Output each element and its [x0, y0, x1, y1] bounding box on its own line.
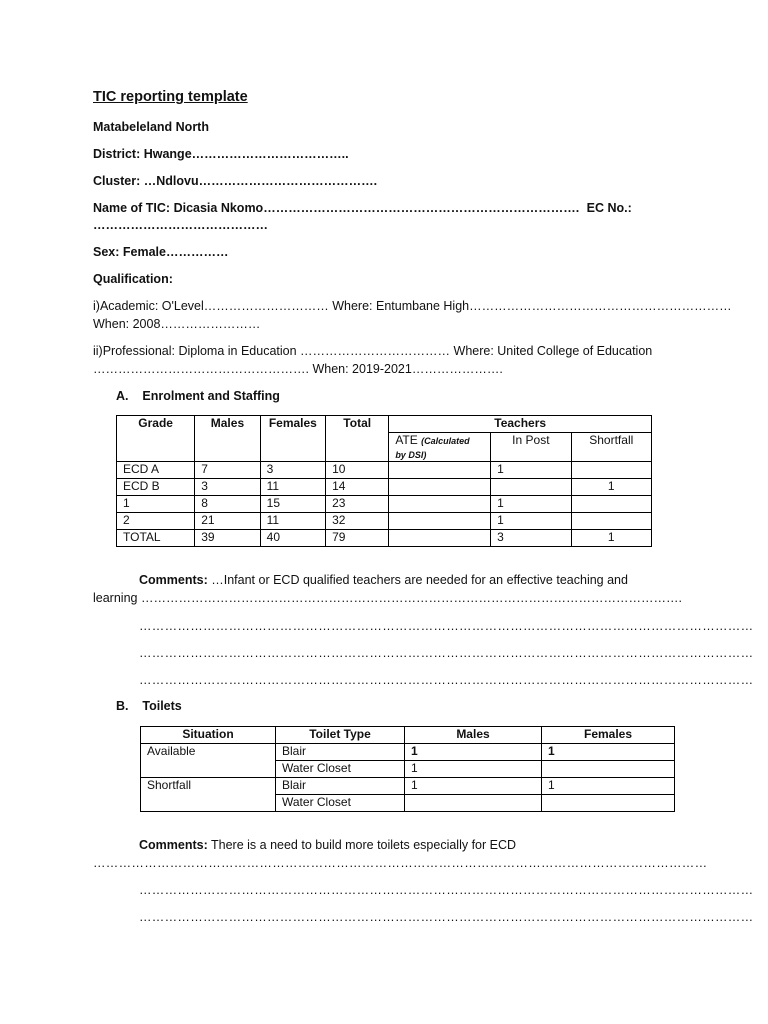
cell-shortfall: [571, 513, 651, 530]
comments-line-2: ………………………………………………………………………………………………………………………………: [93, 856, 708, 870]
col-total: Total: [326, 416, 389, 462]
cell-shortfall: 1: [571, 530, 651, 547]
cell-type: Water Closet: [276, 795, 405, 812]
cell-males: 21: [195, 513, 260, 530]
cell-total: 14: [326, 479, 389, 496]
cell-situation: Available: [141, 744, 276, 778]
ate-note-2: by DSI): [395, 450, 427, 460]
district-label: District:: [93, 147, 141, 161]
toilets-table: [140, 726, 675, 812]
col-males: Males: [405, 727, 542, 744]
col-toilet-type: Toilet Type: [276, 727, 405, 744]
cell-in-post: 1: [491, 496, 571, 513]
cell-males: 1: [405, 778, 542, 795]
cell-males: 8: [195, 496, 260, 513]
sex-label: Sex:: [93, 245, 120, 259]
cell-in-post: [491, 479, 571, 496]
cell-females: [542, 761, 675, 778]
cell-females: 1: [542, 778, 675, 795]
cell-females: 15: [260, 496, 325, 513]
comment-dot-line: ………………………………………………………………………………………………………………………………: [139, 673, 754, 687]
cell-ate: [389, 462, 491, 479]
cell-males: 39: [195, 530, 260, 547]
cell-situation: Shortfall: [141, 778, 276, 812]
comment-dot-line: ………………………………………………………………………………………………………………………………: [139, 646, 754, 660]
col-in-post: In Post: [491, 433, 571, 462]
table-row: [117, 496, 652, 513]
table-row: [141, 778, 675, 795]
cell-ate: [389, 513, 491, 530]
ate-note: (Calculated: [421, 436, 470, 446]
cell-in-post: 1: [491, 513, 571, 530]
col-females: Females: [542, 727, 675, 744]
section-b-heading: B. Toilets: [116, 699, 182, 713]
cell-females: 11: [260, 513, 325, 530]
qualification-label: Qualification:: [93, 272, 173, 286]
sex-line: [93, 245, 228, 259]
section-a-comments: [139, 573, 628, 587]
cell-grade: ECD B: [117, 479, 195, 496]
cell-total: 23: [326, 496, 389, 513]
page-title: TIC reporting template: [93, 89, 248, 105]
col-shortfall: Shortfall: [571, 433, 651, 462]
cell-males: 7: [195, 462, 260, 479]
col-ate: [389, 433, 491, 462]
cell-males: [405, 795, 542, 812]
cell-females: 1: [542, 744, 675, 761]
tic-name-label: Name of TIC:: [93, 201, 171, 215]
comments-text: There is a need to build more toilets especially for ECD: [211, 838, 517, 852]
table-row: [117, 462, 652, 479]
sex-value: Female……………: [122, 245, 229, 259]
comment-dot-line: ………………………………………………………………………………………………………………………………: [139, 910, 754, 924]
professional-when: ……………………………………………. When: 2019-2021………………….: [93, 362, 503, 376]
academic-when: When: 2008……………………: [93, 317, 261, 331]
ate-label: ATE: [395, 433, 418, 447]
enrolment-table: [116, 415, 652, 547]
comment-dot-line: ………………………………………………………………………………………………………………………………: [139, 619, 754, 633]
cell-type: Blair: [276, 744, 405, 761]
cell-grade: 1: [117, 496, 195, 513]
cell-grade: TOTAL: [117, 530, 195, 547]
comments-label: Comments:: [139, 573, 208, 587]
tic-name-line: [93, 201, 632, 215]
cell-ate: [389, 530, 491, 547]
cell-type: Water Closet: [276, 761, 405, 778]
ec-number-value: ……………………………………: [93, 218, 268, 232]
cell-grade: 2: [117, 513, 195, 530]
district-line: [93, 147, 349, 161]
table-row-total: [117, 530, 652, 547]
academic-line: i)Academic: O'Level………………………… Where: Entumbane High………………………………………………………: [93, 299, 732, 313]
province: Matabeleland North: [93, 120, 209, 134]
cluster-line: [93, 174, 377, 188]
comments-label: Comments:: [139, 838, 208, 852]
cell-total: 10: [326, 462, 389, 479]
cell-shortfall: [571, 496, 651, 513]
col-situation: Situation: [141, 727, 276, 744]
table-row: [117, 479, 652, 496]
cell-males: 1: [405, 761, 542, 778]
ec-number-label: EC No.:: [586, 201, 632, 215]
cell-total: 79: [326, 530, 389, 547]
cell-males: 3: [195, 479, 260, 496]
table-row: [141, 744, 675, 761]
professional-line: ii)Professional: Diploma in Education ……………………………… Where: United College of Education: [93, 344, 653, 358]
cell-males: 1: [405, 744, 542, 761]
tic-name-value: Dicasia Nkomo………………………………………………………………….: [173, 201, 580, 215]
district-value: Hwange………………………………..: [143, 147, 349, 161]
comments-line-2: learning ………………………………………………………………………………………………………………….: [93, 591, 682, 605]
cluster-value: …Ndlovu…………………………………….: [143, 174, 378, 188]
section-a-heading: A. Enrolment and Staffing: [116, 389, 280, 403]
cell-type: Blair: [276, 778, 405, 795]
col-teachers: Teachers: [389, 416, 652, 433]
cell-grade: ECD A: [117, 462, 195, 479]
cluster-label: Cluster:: [93, 174, 141, 188]
cell-females: [542, 795, 675, 812]
comments-text: …Infant or ECD qualified teachers are needed for an effective teaching and: [211, 573, 628, 587]
cell-ate: [389, 479, 491, 496]
col-grade: Grade: [117, 416, 195, 462]
cell-females: 40: [260, 530, 325, 547]
cell-ate: [389, 496, 491, 513]
cell-total: 32: [326, 513, 389, 530]
cell-in-post: 3: [491, 530, 571, 547]
col-females: Females: [260, 416, 325, 462]
comment-dot-line: ………………………………………………………………………………………………………………………………: [139, 883, 754, 897]
cell-females: 11: [260, 479, 325, 496]
cell-shortfall: 1: [571, 479, 651, 496]
section-b-comments: [139, 838, 516, 852]
col-males: Males: [195, 416, 260, 462]
cell-in-post: 1: [491, 462, 571, 479]
cell-females: 3: [260, 462, 325, 479]
cell-shortfall: [571, 462, 651, 479]
table-row: [117, 513, 652, 530]
